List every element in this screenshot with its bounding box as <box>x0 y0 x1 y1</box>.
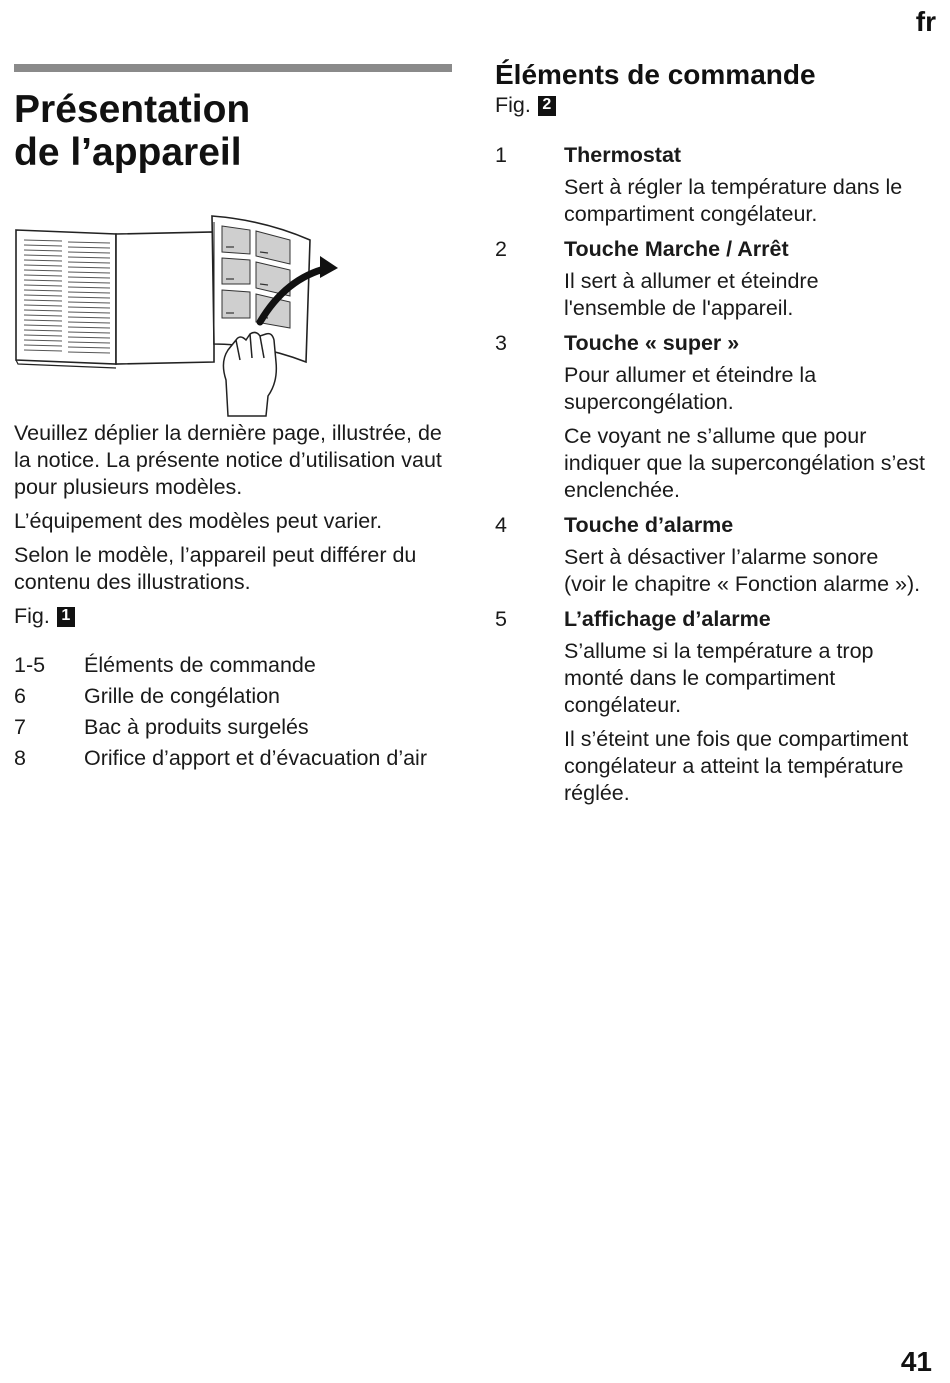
left-column <box>14 64 454 770</box>
legend-number: 6 <box>14 684 26 708</box>
figure-label: Fig. <box>495 93 531 117</box>
intro-paragraph: Veuillez déplier la dernière page, illustrée, de la notice. La présente notice d’utilisation vaut pour plusieurs modèles. <box>14 421 442 499</box>
control-item <box>495 141 925 228</box>
legend-number: 8 <box>14 746 26 770</box>
controls-title: Éléments de commande <box>495 59 816 90</box>
legend-item <box>14 652 454 679</box>
control-label: Touche « super » <box>564 331 740 355</box>
control-item <box>495 511 925 598</box>
figure-number-badge: 1 <box>57 607 75 627</box>
figure-number-badge: 2 <box>538 96 556 116</box>
control-item-heading <box>495 511 925 539</box>
control-item-heading <box>495 141 925 169</box>
controls-list <box>495 141 925 807</box>
control-item-heading <box>495 605 925 633</box>
language-code: fr <box>915 6 936 37</box>
control-label: L’affichage d’alarme <box>564 607 771 631</box>
control-item-heading <box>495 235 925 263</box>
figure-label: Fig. <box>14 604 50 628</box>
legend-item <box>14 745 454 772</box>
unfold-manual-illustration <box>14 212 354 417</box>
control-item <box>495 235 925 322</box>
control-description: Sert à régler la température dans le compartiment congélateur. <box>564 175 903 226</box>
legend-number: 7 <box>14 715 26 739</box>
legend-item <box>14 683 454 710</box>
legend-text: Orifice d’apport et d’évacuation d’air <box>84 746 427 770</box>
control-item-heading <box>495 329 925 357</box>
control-description: Sert à désactiver l’alarme sonore (voir le chapitre « Fonction alarme »). <box>564 545 921 596</box>
control-description: Il sert à allumer et éteindre l'ensemble de l'appareil. <box>564 269 819 320</box>
intro-section <box>14 420 454 776</box>
control-item <box>495 329 925 504</box>
control-label: Thermostat <box>564 143 682 167</box>
legend-number: 1-5 <box>14 653 46 677</box>
control-label: Touche d’alarme <box>564 513 734 537</box>
figure-legend <box>14 652 454 772</box>
control-number: 2 <box>495 237 507 261</box>
section-title-line2: de l’appareil <box>14 131 242 174</box>
control-number: 1 <box>495 143 507 167</box>
intro-paragraph: Selon le modèle, l’appareil peut différer du contenu des illustrations. <box>14 543 417 594</box>
legend-text: Éléments de commande <box>84 653 316 677</box>
control-description: Pour allumer et éteindre la supercongélation. <box>564 363 817 414</box>
figure-reference <box>14 603 454 630</box>
control-number: 5 <box>495 607 507 631</box>
legend-text: Bac à produits surgelés <box>84 715 309 739</box>
control-item <box>495 605 925 807</box>
section-title-line1: Présentation <box>14 88 251 131</box>
section-divider <box>14 64 452 72</box>
control-number: 3 <box>495 331 507 355</box>
right-column <box>495 58 925 814</box>
figure-reference <box>495 92 925 119</box>
legend-text: Grille de congélation <box>84 684 281 708</box>
section-title <box>14 88 454 174</box>
legend-item <box>14 714 454 741</box>
page-number: 41 <box>900 1346 932 1377</box>
control-description: Ce voyant ne s’allume que pour indiquer que la supercongélation s’est enclenchée. <box>564 424 925 502</box>
control-description: Il s’éteint une fois que compartiment congélateur a atteint la température réglée. <box>564 727 909 805</box>
intro-paragraph: L’équipement des modèles peut varier. <box>14 509 383 533</box>
control-label: Touche Marche / Arrêt <box>564 237 789 261</box>
control-number: 4 <box>495 513 507 537</box>
control-description: S’allume si la température a trop monté dans le compartiment congélateur. <box>564 639 874 717</box>
